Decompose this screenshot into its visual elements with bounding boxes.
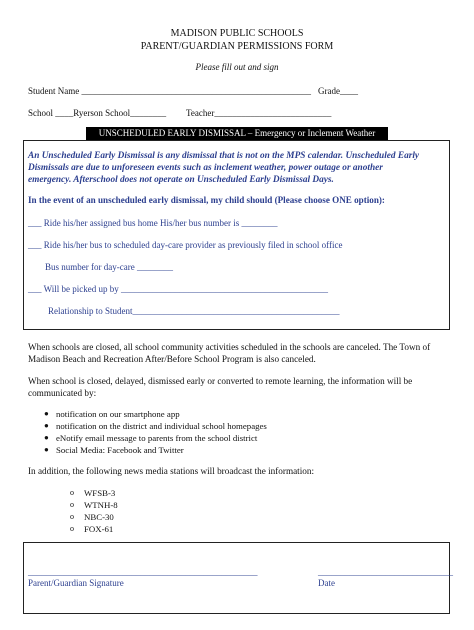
bullet-icon: ● <box>44 433 49 442</box>
stations-intro: In addition, the following news media stations will broadcast the information: <box>28 466 315 476</box>
teacher-field[interactable]: Teacher__________________________ <box>186 108 332 118</box>
list-item: eNotify email message to parents from the school district <box>56 433 258 443</box>
station-item: FOX-61 <box>84 524 114 534</box>
grade-field[interactable]: Grade____ <box>318 86 358 96</box>
district-title: MADISON PUBLIC SCHOOLS <box>170 28 304 39</box>
relationship-field[interactable]: Relationship to Student______________________________________________ <box>48 306 340 316</box>
circle-bullet-icon: o <box>70 512 74 521</box>
circle-bullet-icon: o <box>70 488 74 497</box>
station-item: WFSB-3 <box>84 488 116 498</box>
early-dismissal-banner: UNSCHEDULED EARLY DISMISSAL – Emergency or Inclement Weather <box>86 127 388 140</box>
list-item: Social Media: Facebook and Twitter <box>56 445 184 455</box>
option-bus-home[interactable]: ___ Ride his/her assigned bus home His/her bus number is ________ <box>28 218 278 228</box>
closure-text-line-1: When schools are closed, all school community activities scheduled in the schools are canceled. The Town of <box>28 342 431 352</box>
circle-bullet-icon: o <box>70 524 74 533</box>
dismissal-definition-line-2: Dismissals are due to unforeseen events such as inclement weather, power outage or another <box>28 163 383 173</box>
bullet-icon: ● <box>44 409 49 418</box>
signature-line[interactable]: ___________________________________________________ <box>28 567 258 577</box>
form-instruction: Please fill out and sign <box>195 62 279 72</box>
list-item: notification on the district and individual school homepages <box>56 421 267 431</box>
communication-intro-line-2: communicated by: <box>28 388 97 398</box>
circle-bullet-icon: o <box>70 500 74 509</box>
form-title: PARENT/GUARDIAN PERMISSIONS FORM <box>140 41 334 52</box>
list-item: notification on our smartphone app <box>56 409 180 419</box>
dismissal-definition-line-1: An Unscheduled Early Dismissal is any dismissal that is not on the MPS calendar. Unscheduled Early <box>28 151 420 161</box>
date-line[interactable]: ______________________________ <box>318 567 453 577</box>
bullet-icon: ● <box>44 421 49 430</box>
daycare-bus-number-field[interactable]: Bus number for day-care ________ <box>45 262 173 272</box>
dismissal-definition-line-3: emergency. Afterschool does not operate on Unscheduled Early Dismissal Days. <box>28 175 334 185</box>
student-name-field[interactable]: Student Name ___________________________________________________ <box>28 86 311 96</box>
communication-intro-line-1: When school is closed, delayed, dismissed early or converted to remote learning, the information will be <box>28 376 413 386</box>
dismissal-question: In the event of an unscheduled early dismissal, my child should (Please choose ONE option): <box>28 195 385 205</box>
bullet-icon: ● <box>44 445 49 454</box>
closure-text-line-2: Madison Beach and Recreation After/Before School Program is also canceled. <box>28 354 316 364</box>
option-picked-up[interactable]: ___ Will be picked up by ______________________________________________ <box>28 284 328 294</box>
option-bus-daycare[interactable]: ___ Ride his/her bus to scheduled day-care provider as previously filed in school office <box>28 240 343 250</box>
station-item: NBC-30 <box>84 512 114 522</box>
school-field[interactable]: School ____Ryerson School________ <box>28 108 167 118</box>
signature-label: Parent/Guardian Signature <box>28 578 124 588</box>
date-label: Date <box>318 578 335 588</box>
station-item: WTNH-8 <box>84 500 118 510</box>
